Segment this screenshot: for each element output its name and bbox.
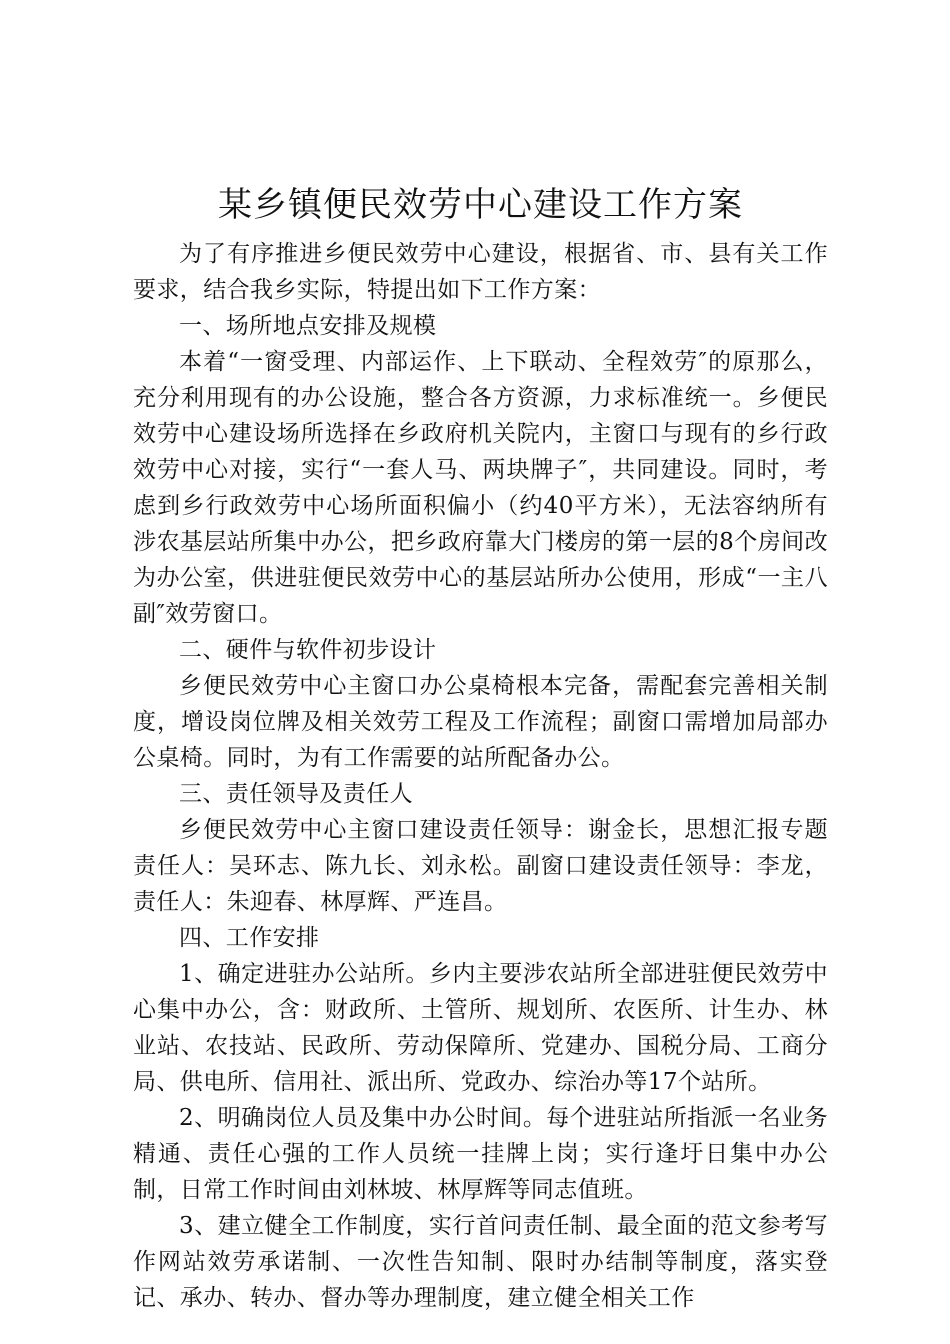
intro-paragraph: 为了有序推进乡便民效劳中心建设，根据省、市、县有关工作要求，结合我乡实际，特提出如下工作方案：: [133, 241, 828, 303]
work-item-2: 2、明确岗位人员及集中办公时间。每个进驻站所指派一名业务精通、责任心强的工作人员统一挂牌上岗；实行逢圩日集中办公制，日常工作时间由刘林坡、林厚辉等同志值班。: [133, 1105, 828, 1203]
section-3-body: 乡便民效劳中心主窗口建设责任领导：谢金长，思想汇报专题责任人：吴环志、陈九长、刘永松。副窗口建设责任领导：李龙，责任人：朱迎春、林厚辉、严连昌。: [133, 817, 828, 915]
document-title: 某乡镇便民效劳中心建设工作方案: [218, 185, 743, 225]
section-heading-4: 四、工作安排: [179, 925, 320, 951]
work-item-3: 3、建立健全工作制度，实行首问责任制、最全面的范文参考写作网站效劳承诺制、一次性告知制、限时办结制等制度，落实登记、承办、转办、督办等办理制度，建立健全相关工作: [133, 1213, 828, 1311]
section-1-body: 本着“一窗受理、内部运作、上下联动、全程效劳″的原那么，充分利用现有的办公设施，整合各方资源，力求标准统一。乡便民效劳中心建设场所选择在乡政府机关院内，主窗口与现有的乡行政效劳中心对接，实行“一套人马、两块牌子″，共同建设。同时，考虑到乡行政效劳中心场所面积偏小（约40平方米），无法容纳所有涉农基层站所集中办公，把乡政府靠大门楼房的第一层的8个房间改为办公室，供进驻便民效劳中心的基层站所办公使用，形成“一主八副″效劳窗口。: [133, 349, 828, 627]
section-heading-3: 三、责任领导及责任人: [179, 781, 413, 807]
section-heading-2: 二、硬件与软件初步设计: [179, 637, 437, 663]
work-item-1: 1、确定进驻办公站所。乡内主要涉农站所全部进驻便民效劳中心集中办公，含：财政所、土管所、规划所、农医所、计生办、林业站、农技站、民政所、劳动保障所、党建办、国税分局、工商分局、供电所、信用社、派出所、党政办、综治办等17个站所。: [133, 961, 828, 1095]
section-2-body: 乡便民效劳中心主窗口办公桌椅根本完备，需配套完善相关制度，增设岗位牌及相关效劳工程及工作流程；副窗口需增加局部办公桌椅。同时，为有工作需要的站所配备办公。: [133, 673, 828, 771]
section-heading-1: 一、场所地点安排及规模: [179, 313, 437, 339]
document-page: [133, 178, 828, 1316]
